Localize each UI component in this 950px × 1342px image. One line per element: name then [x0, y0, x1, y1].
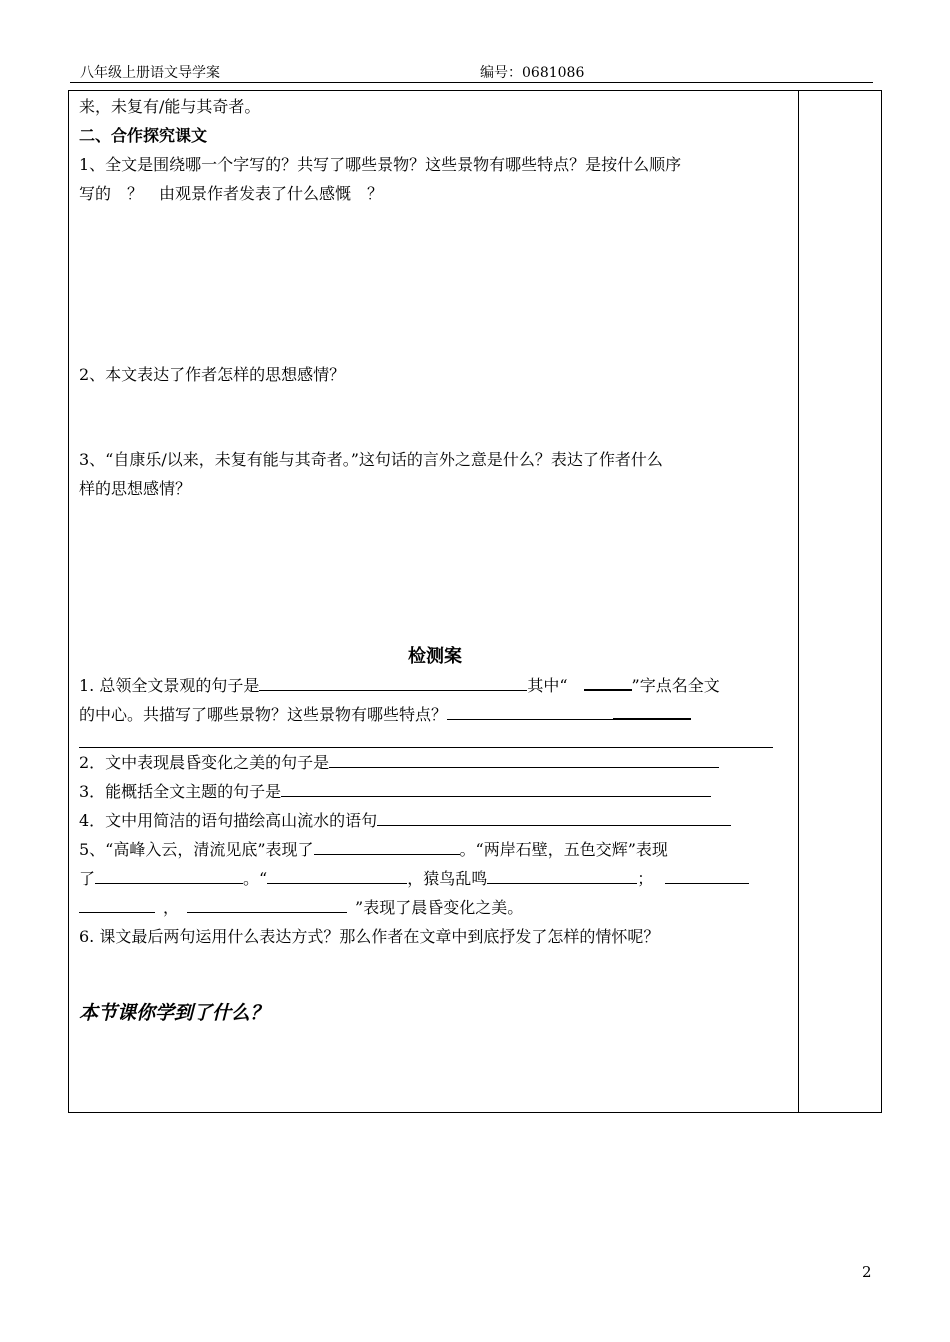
- text: ”字点名全文: [631, 676, 720, 695]
- text: ，猿鸟乱鸣: [407, 869, 488, 888]
- question-2: 2、本文表达了作者怎样的思想感情？: [79, 365, 346, 384]
- side-column-divider: [798, 90, 799, 1113]
- blank-line[interactable]: [79, 729, 773, 748]
- test-item-1-line-1: [79, 671, 791, 700]
- question-3-line-1: 3、“自康乐/以来，未复有能与其奇者。”这句话的言外之意是什么？表达了作者什么: [79, 450, 663, 469]
- text: ”表现了晨昏变化之美。: [355, 898, 524, 917]
- blank-field[interactable]: [447, 705, 613, 720]
- test-item-4: [79, 806, 791, 835]
- question-1-line-1: 1、全文是围绕哪一个字写的？共写了哪些景物？这些景物有哪些特点？是按什么顺序: [79, 155, 682, 174]
- blank-field[interactable]: [377, 811, 731, 826]
- blank-field[interactable]: [613, 704, 691, 720]
- header-title: 八年级上册语文导学案: [80, 65, 220, 81]
- blank-field[interactable]: [267, 869, 407, 884]
- text: 。“两岸石壁，五色交辉”表现: [459, 840, 668, 859]
- answer-space-2: [79, 389, 791, 445]
- test-item-5-line-1: [79, 835, 791, 864]
- header-rule: [70, 82, 873, 83]
- page-number: 2: [862, 1263, 872, 1281]
- test-item-3: [79, 777, 791, 806]
- blank-field[interactable]: [187, 898, 347, 913]
- blank-field[interactable]: [79, 898, 155, 913]
- text: ，: [163, 898, 180, 917]
- question-1-line-2: 写的 ？ 由观景作者发表了什么感慨 ？: [79, 184, 384, 203]
- blank-field[interactable]: [95, 869, 243, 884]
- answer-space-1: [79, 208, 791, 360]
- text: 其中“: [527, 676, 568, 695]
- worksheet-content: [79, 92, 791, 1028]
- answer-space-3: [79, 503, 791, 642]
- text: 1. 总领全文景观的句子是: [79, 676, 260, 695]
- continued-line: 来，未复有/能与其奇者。: [79, 97, 261, 116]
- test-item-1-line-2: [79, 700, 791, 729]
- text: 3．能概括全文主题的句子是: [79, 782, 282, 801]
- section-heading-cooperative: 二、合作探究课文: [79, 126, 208, 145]
- test-section-title: 检测案: [408, 646, 462, 667]
- header-code: 编号：0681086: [480, 65, 585, 81]
- question-3-line-2: 样的思想感情？: [79, 479, 192, 498]
- text: 。“: [243, 869, 268, 888]
- text: 的中心。共描写了哪些景物？这些景物有哪些特点？: [79, 705, 448, 724]
- test-item-5-line-3: [79, 893, 791, 922]
- text: 5、“高峰入云，清流见底”表现了: [79, 840, 314, 859]
- test-item-2: [79, 748, 791, 777]
- blank-field[interactable]: [314, 840, 460, 855]
- blank-field[interactable]: [329, 753, 719, 768]
- text: 2．文中表现晨昏变化之美的句子是: [79, 753, 330, 772]
- blank-field[interactable]: [259, 676, 527, 691]
- blank-field[interactable]: [584, 675, 632, 691]
- reflection-prompt: 本节课你学到了什么？: [79, 1002, 270, 1024]
- test-item-6: 6. 课文最后两句运用什么表达方式？那么作者在文章中到底抒发了怎样的情怀呢？: [79, 927, 660, 946]
- text: 4．文中用简洁的语句描绘高山流水的语句: [79, 811, 378, 830]
- test-item-5-line-2: [79, 864, 791, 893]
- blank-field[interactable]: [487, 869, 637, 884]
- answer-space-6: [79, 951, 791, 999]
- blank-field[interactable]: [665, 869, 749, 884]
- blank-field[interactable]: [281, 782, 711, 797]
- text: ；: [637, 869, 654, 888]
- text: 了: [79, 869, 96, 888]
